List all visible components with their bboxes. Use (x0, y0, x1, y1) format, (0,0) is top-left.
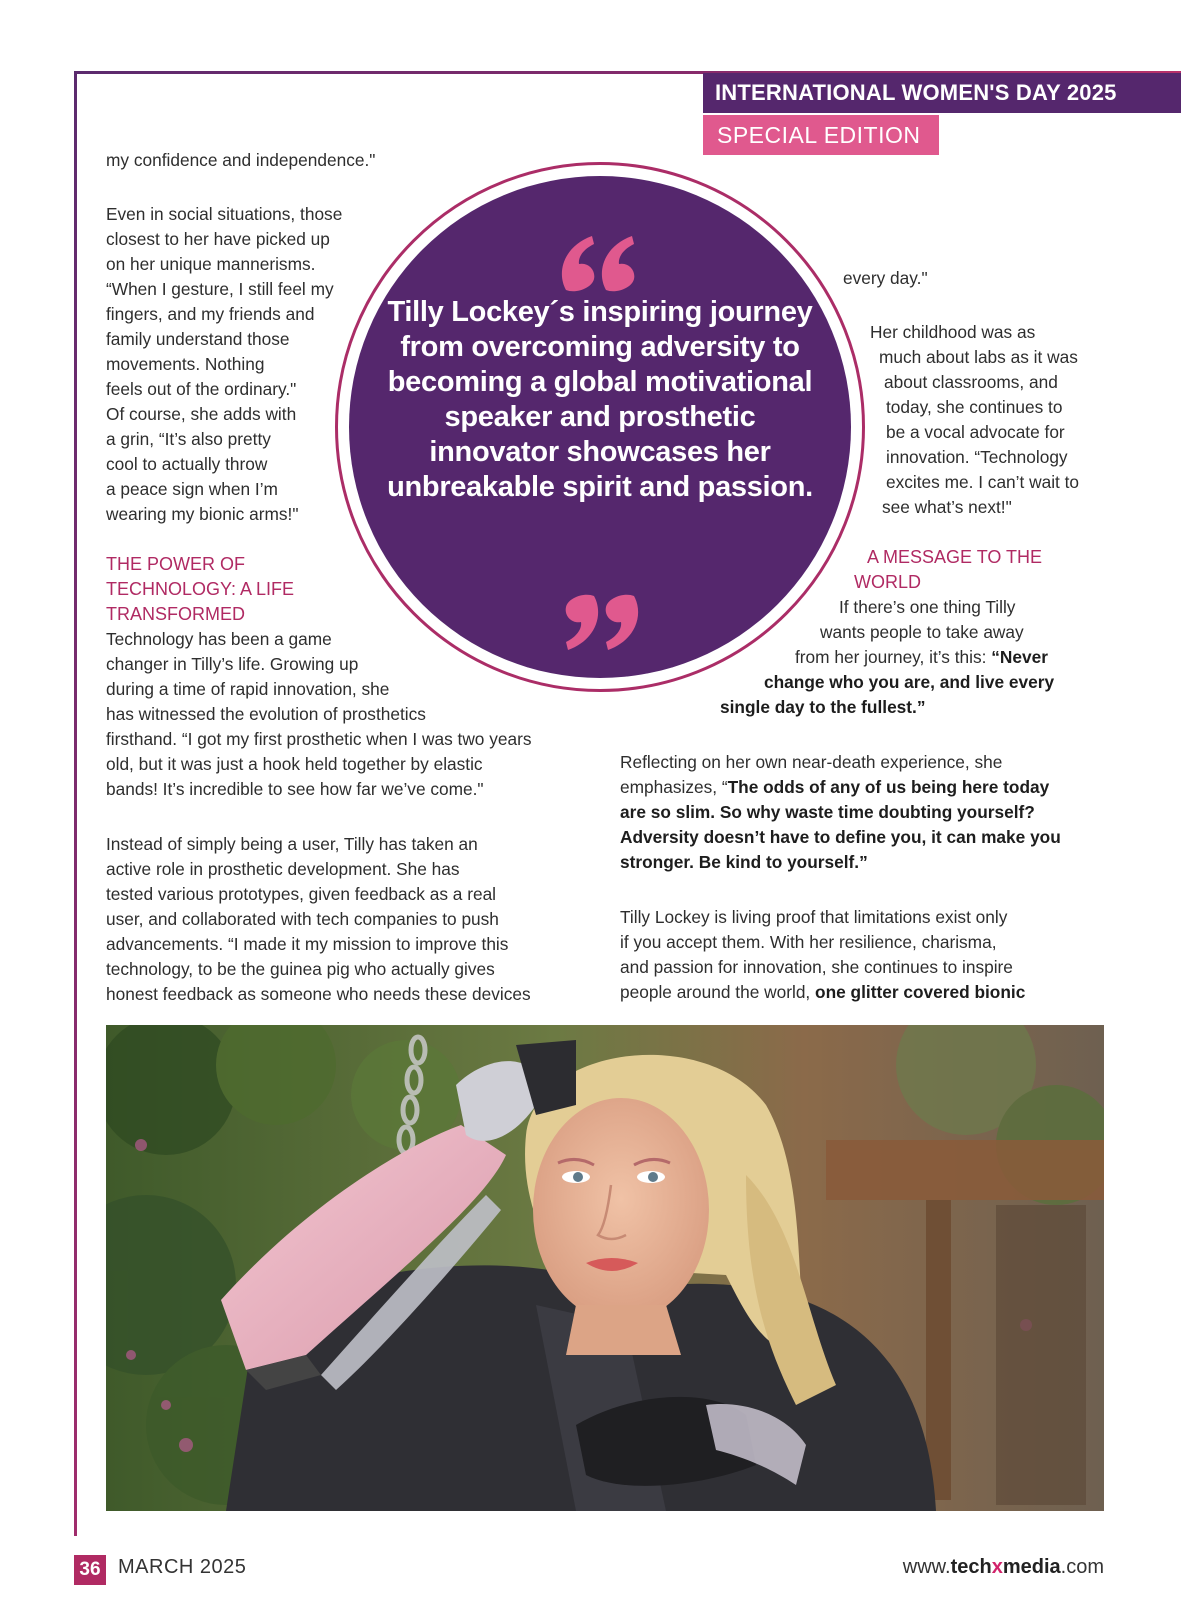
special-edition-banner (703, 115, 939, 155)
open-quote-icon (560, 222, 640, 302)
website-url[interactable]: www.techxmedia.com (902, 1556, 1104, 1578)
page-number: 36 (74, 1555, 106, 1585)
left-paragraph-0: my confidence and independence." (106, 150, 376, 170)
portrait-photo (106, 1025, 1104, 1511)
special-edition-label: SPECIAL EDITION (717, 121, 921, 148)
edition-title: INTERNATIONAL WOMEN'S DAY 2025 (715, 80, 1117, 105)
close-quote-icon (560, 584, 640, 664)
pull-quote-text: Tilly Lockey´s inspiring journey from overcoming adversity to becoming a global motivational speaker and prosthetic innovator showcases her unbreakable spirit and passion. (387, 296, 813, 503)
right-paragraph-0: every day." (843, 268, 928, 288)
edition-title-banner (703, 73, 1181, 113)
left-border-rule (74, 71, 77, 1536)
issue-date: MARCH 2025 (118, 1556, 247, 1578)
